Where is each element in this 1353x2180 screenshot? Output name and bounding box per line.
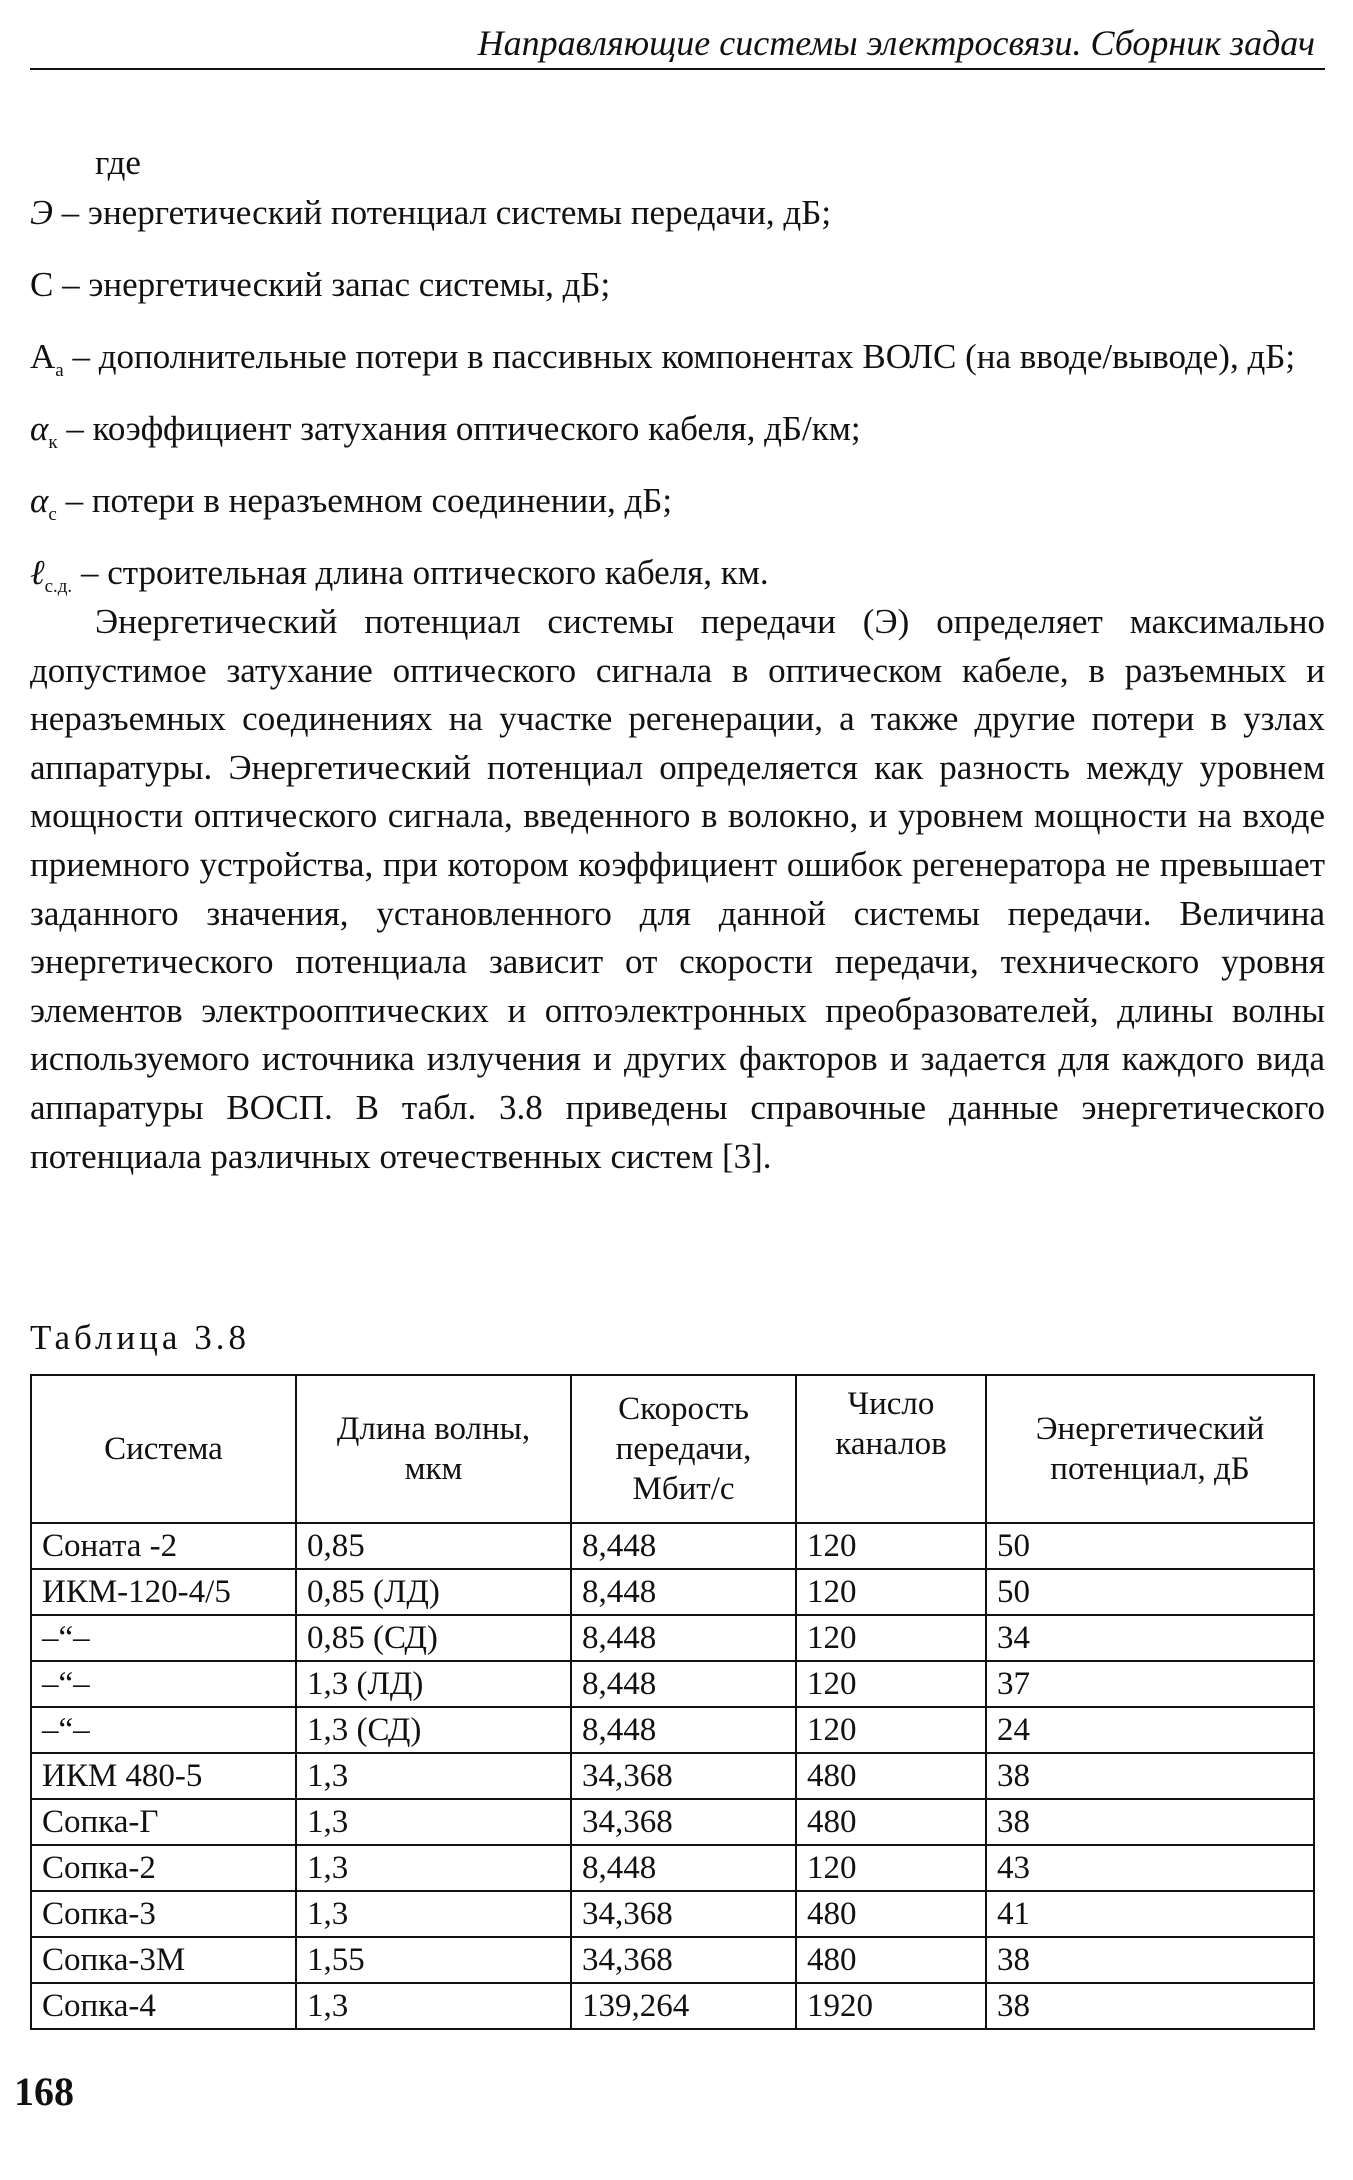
cell-channels: 480 xyxy=(796,1891,986,1937)
cell-system: –“– xyxy=(31,1615,296,1661)
cell-energy-potential: 34 xyxy=(986,1615,1314,1661)
header-rule xyxy=(30,68,1325,70)
table-row xyxy=(31,1661,1314,1707)
table-row xyxy=(31,1753,1314,1799)
cell-system: Сопка-2 xyxy=(31,1845,296,1891)
table-row xyxy=(31,1523,1314,1569)
definition-symbol: С xyxy=(30,265,54,304)
definition-text: – строительная длина оптического кабеля, км. xyxy=(72,553,769,592)
definition-text: – дополнительные потери в пассивных компонентах ВОЛС (на вводе/выводе), дБ; xyxy=(63,337,1296,376)
cell-wavelength: 0,85 (СД) xyxy=(296,1615,571,1661)
definition-symbol: Э xyxy=(30,193,53,232)
cell-channels: 1920 xyxy=(796,1983,986,2029)
cell-system: Сопка-4 xyxy=(31,1983,296,2029)
cell-channels: 480 xyxy=(796,1753,986,1799)
cell-system: Сопка-3 xyxy=(31,1891,296,1937)
definition-text: – энергетический потенциал системы передачи, дБ; xyxy=(52,193,832,232)
table-caption: Таблица 3.8 xyxy=(30,1318,250,1357)
cell-bitrate: 34,368 xyxy=(571,1753,796,1799)
column-header-system: Система xyxy=(31,1375,296,1523)
cell-channels: 480 xyxy=(796,1799,986,1845)
cell-bitrate: 8,448 xyxy=(571,1845,796,1891)
running-header: Направляющие системы электросвязи. Сборник задач xyxy=(477,23,1315,63)
cell-wavelength: 0,85 (ЛД) xyxy=(296,1569,571,1615)
cell-system: Сопка-Г xyxy=(31,1799,296,1845)
cell-wavelength: 1,3 xyxy=(296,1845,571,1891)
column-header-wavelength: Длина волны, мкм xyxy=(296,1375,571,1523)
definitions-block xyxy=(30,140,1325,622)
cell-energy-potential: 43 xyxy=(986,1845,1314,1891)
cell-channels: 120 xyxy=(796,1569,986,1615)
column-header-energy-potential: Энергетический потенциал, дБ xyxy=(986,1375,1314,1523)
definition-symbol: ℓ xyxy=(30,553,45,592)
cell-bitrate: 8,448 xyxy=(571,1707,796,1753)
cell-system: ИКМ 480-5 xyxy=(31,1753,296,1799)
table-row xyxy=(31,1891,1314,1937)
cell-channels: 120 xyxy=(796,1615,986,1661)
cell-energy-potential: 50 xyxy=(986,1569,1314,1615)
cell-wavelength: 1,3 xyxy=(296,1753,571,1799)
cell-wavelength: 1,3 (ЛД) xyxy=(296,1661,571,1707)
definition-energy-potential xyxy=(30,190,1325,250)
column-header-channels: Число каналов xyxy=(796,1375,986,1523)
cell-energy-potential: 50 xyxy=(986,1523,1314,1569)
table-row xyxy=(31,1845,1314,1891)
table-row xyxy=(31,1707,1314,1753)
cell-channels: 120 xyxy=(796,1845,986,1891)
body-paragraph: Энергетический потенциал системы передачи (Э) определяет максимально допустимое затухание оптического сигнала в оптическом кабеле, в разъемных и неразъемных соединениях на участке регенерации, а также другие потери в узлах аппаратуры. Энергетический потенциал определяется как разность между уровнем мощности оптического сигнала, введенного в волокно, и уровнем мощности на входе приемного устройства, при котором коэффициент ошибок регенератора не превышает заданного значения, установленного для данной системы передачи. Величина энергетического потенциала зависит от скорости передачи, технического уровня элементов электрооптических и оптоэлектронных преобразователей, длины волны используемого источника излучения и других факторов и задается для каждого вида аппаратуры ВОСП. В табл. 3.8 приведены справочные данные энергетического потенциала различных отечественных систем [3]. xyxy=(30,602,1325,1176)
table-header-row xyxy=(31,1375,1314,1523)
table-row xyxy=(31,1569,1314,1615)
cell-system: Сопка-3М xyxy=(31,1937,296,1983)
definition-additional-losses xyxy=(30,334,1325,394)
cell-wavelength: 0,85 xyxy=(296,1523,571,1569)
cell-system: –“– xyxy=(31,1661,296,1707)
cell-bitrate: 8,448 xyxy=(571,1661,796,1707)
cell-bitrate: 34,368 xyxy=(571,1891,796,1937)
definition-subscript: к xyxy=(48,432,58,453)
table-row xyxy=(31,1983,1314,2029)
definition-text: – энергетический запас системы, дБ; xyxy=(53,265,611,304)
cell-energy-potential: 37 xyxy=(986,1661,1314,1707)
page-number: 168 xyxy=(14,2069,74,2114)
cell-channels: 120 xyxy=(796,1523,986,1569)
cell-channels: 120 xyxy=(796,1707,986,1753)
definition-subscript: с xyxy=(48,504,57,525)
definition-symbol: А xyxy=(30,337,56,376)
energy-potential-table xyxy=(30,1374,1315,2030)
definition-splice-loss xyxy=(30,478,1325,538)
cell-bitrate: 8,448 xyxy=(571,1569,796,1615)
cell-bitrate: 139,264 xyxy=(571,1983,796,2029)
cell-system: ИКМ-120-4/5 xyxy=(31,1569,296,1615)
cell-energy-potential: 38 xyxy=(986,1937,1314,1983)
cell-channels: 480 xyxy=(796,1937,986,1983)
cell-wavelength: 1,3 xyxy=(296,1891,571,1937)
cell-energy-potential: 38 xyxy=(986,1799,1314,1845)
definition-symbol: α xyxy=(30,409,49,448)
table-body xyxy=(31,1523,1314,2029)
cell-system: –“– xyxy=(31,1707,296,1753)
cell-wavelength: 1,55 xyxy=(296,1937,571,1983)
cell-wavelength: 1,3 xyxy=(296,1983,571,2029)
cell-energy-potential: 41 xyxy=(986,1891,1314,1937)
definition-text: – потери в неразъемном соединении, дБ; xyxy=(56,481,673,520)
definition-cable-attenuation xyxy=(30,406,1325,466)
cell-bitrate: 8,448 xyxy=(571,1615,796,1661)
definition-subscript: с.д. xyxy=(44,576,73,597)
cell-wavelength: 1,3 xyxy=(296,1799,571,1845)
table-row xyxy=(31,1799,1314,1845)
table-row xyxy=(31,1937,1314,1983)
definition-text: – коэффициент затухания оптического кабеля, дБ/км; xyxy=(57,409,861,448)
cell-bitrate: 34,368 xyxy=(571,1937,796,1983)
cell-energy-potential: 38 xyxy=(986,1753,1314,1799)
cell-bitrate: 8,448 xyxy=(571,1523,796,1569)
cell-energy-potential: 24 xyxy=(986,1707,1314,1753)
definition-subscript: а xyxy=(55,360,64,381)
definition-energy-margin xyxy=(30,262,1325,322)
cell-wavelength: 1,3 (СД) xyxy=(296,1707,571,1753)
cell-energy-potential: 38 xyxy=(986,1983,1314,2029)
definitions-intro: где xyxy=(95,143,141,182)
column-header-bitrate: Скорость передачи, Мбит/с xyxy=(571,1375,796,1523)
cell-channels: 120 xyxy=(796,1661,986,1707)
definition-symbol: α xyxy=(30,481,49,520)
cell-system: Соната -2 xyxy=(31,1523,296,1569)
cell-bitrate: 34,368 xyxy=(571,1799,796,1845)
table-row xyxy=(31,1615,1314,1661)
